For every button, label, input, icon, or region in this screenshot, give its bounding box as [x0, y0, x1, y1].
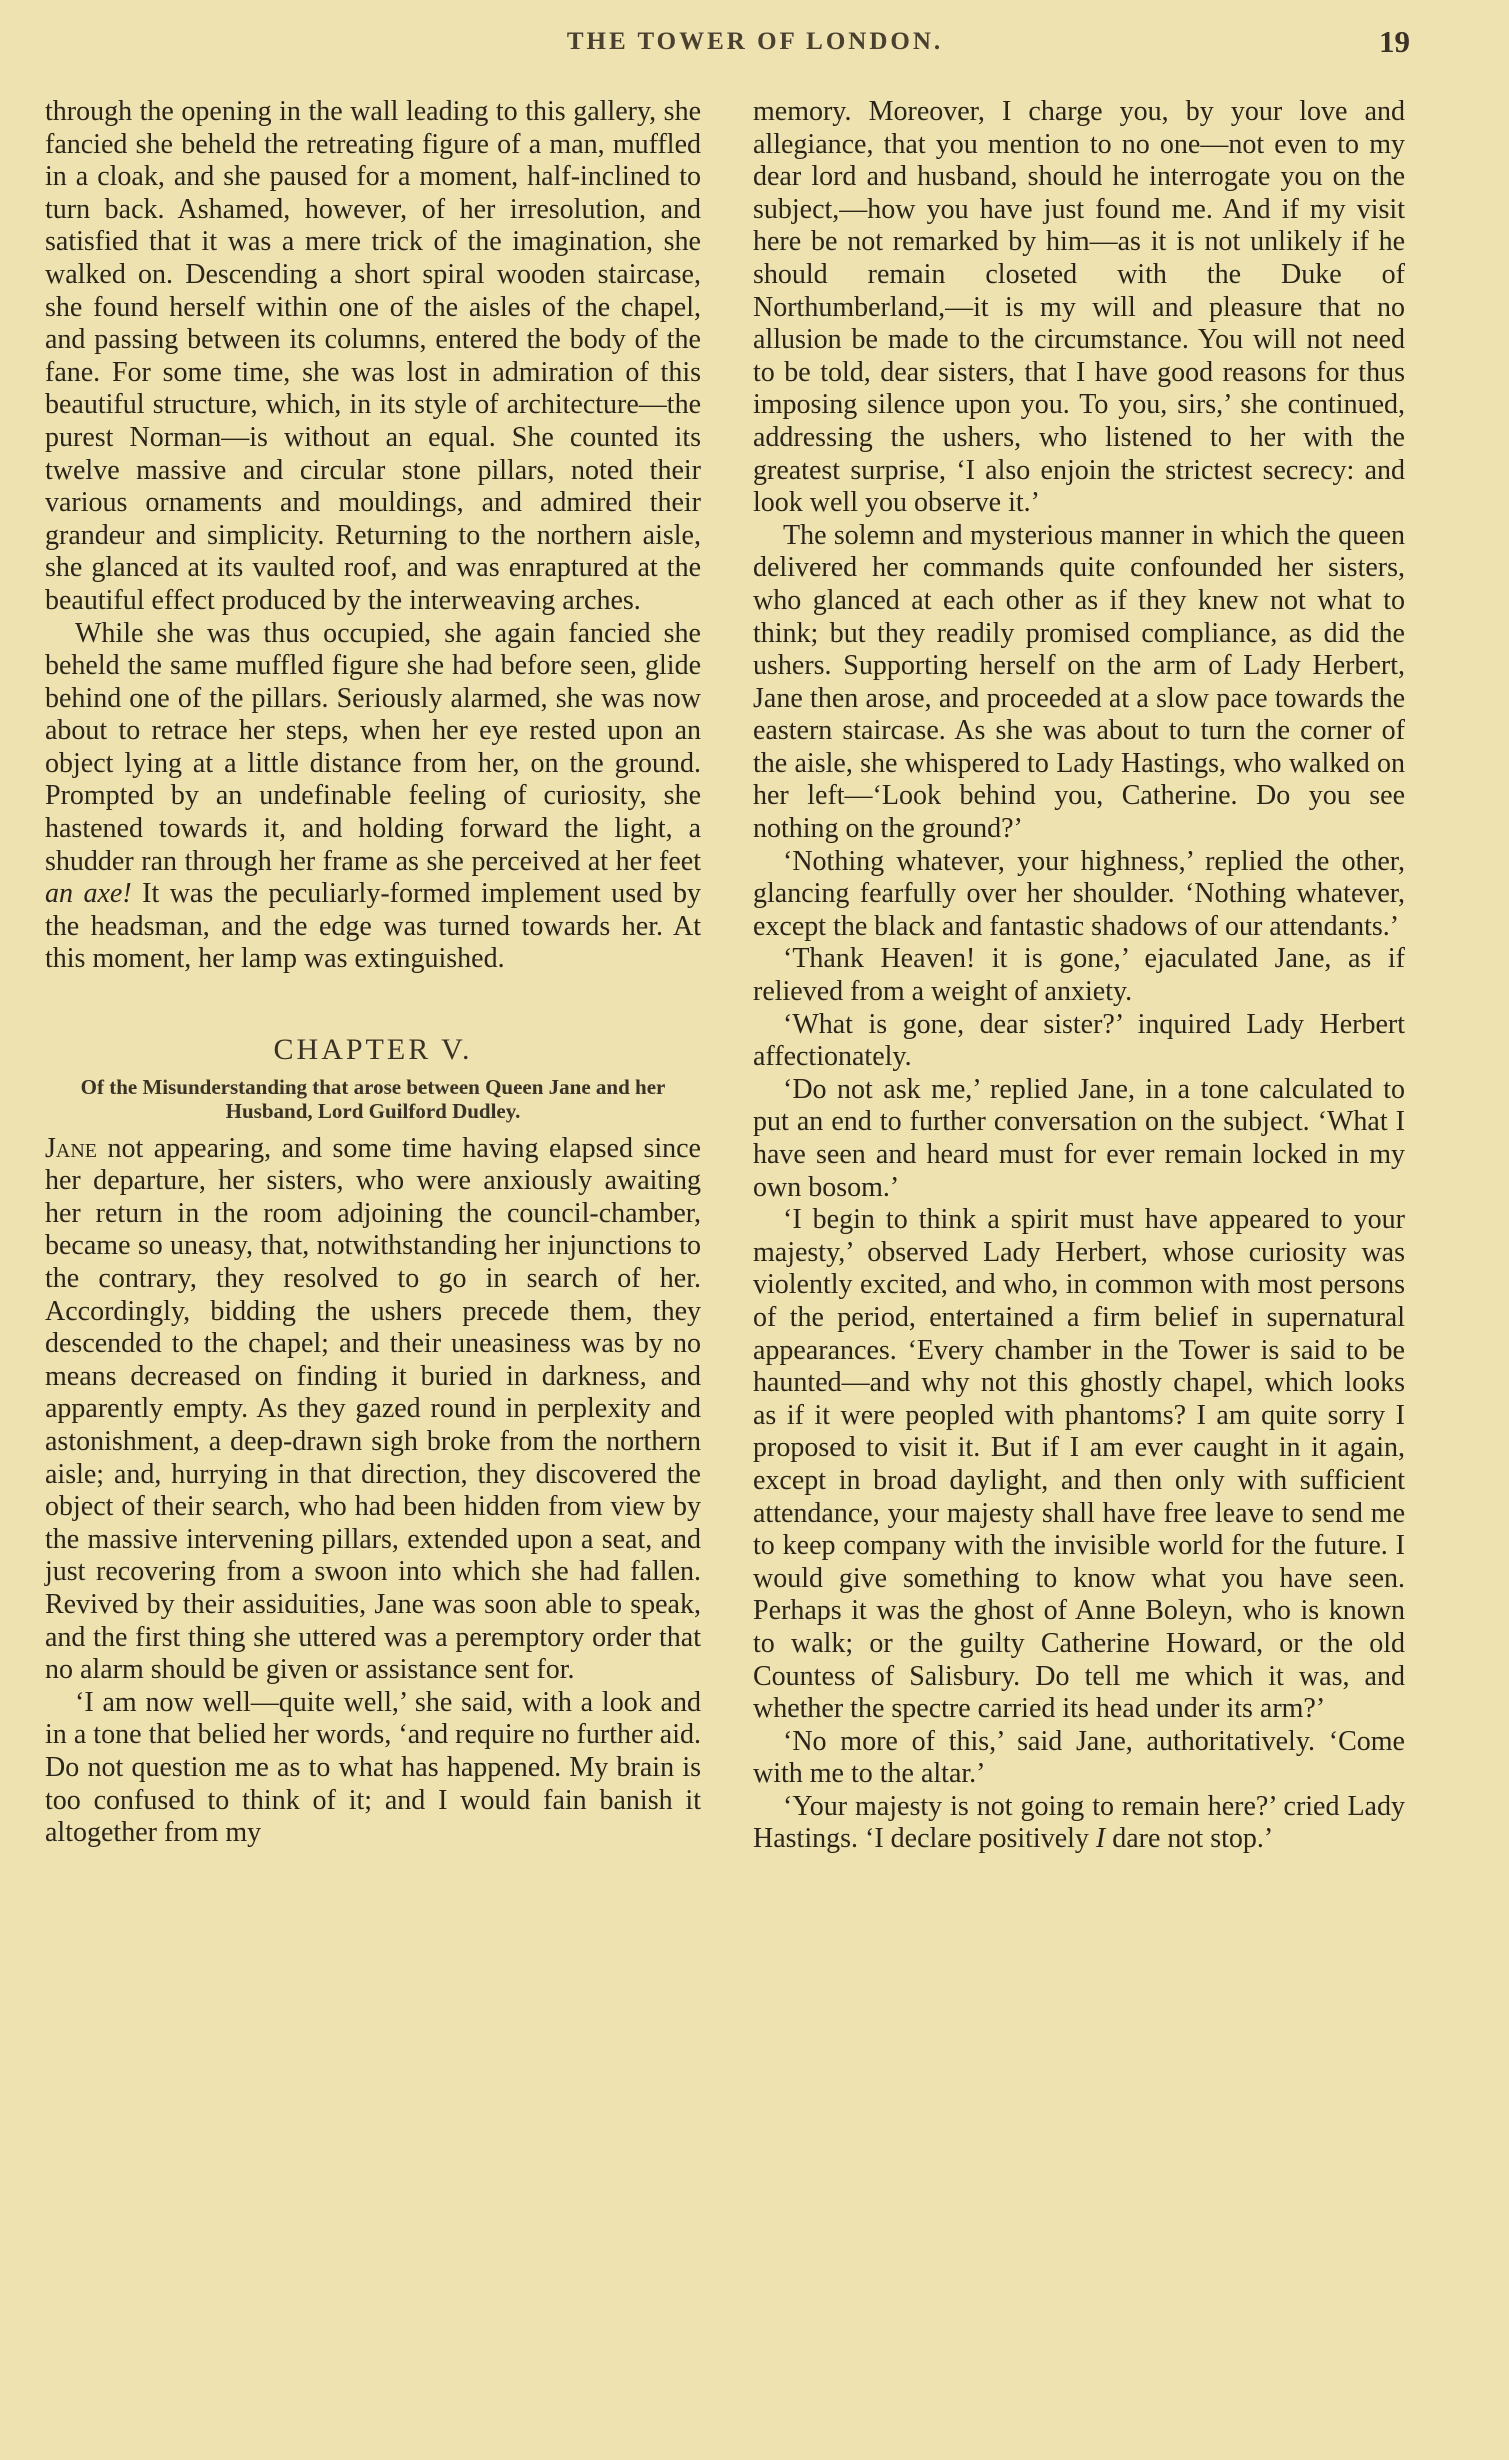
paragraph: ‘I begin to think a spirit must have appeared to your majesty,’ observed Lady Herbert, whose curiosity was violently excited, and who, in common with most persons of the period, entertained a firm belief in supernatural appearances. ‘Every chamber in the Tower is said to be haunted—and why not this ghostly chapel, which looks as if it were peopled with phantoms? I am quite sorry I proposed to visit it. But if I am ever caught in it again, except in broad daylight, and then only with sufficient attendance, your majesty shall have free leave to send me to keep company with the invisible world for the future. I would give something to know what you have seen. Perhaps it was the ghost of Anne Boleyn, who is known to walk; or the guilty Catherine Howard, or the old Countess of Salisbury. Do tell me which it was, and whether the spectre carried its head under its arm?’ [753, 1204, 1405, 1725]
paragraph: memory. Moreover, I charge you, by your love and allegiance, that you mention to no one—not even to my dear lord and husband, should he interrogate you on the subject,—how you have just found me. And if my visit here be not remarked by him—as it is not unlikely if he should remain closeted with the Duke of Northumberland,—it is my will and pleasure that no allusion be made to the circumstance. You will not need to be told, dear sisters, that I have good reasons for thus imposing silence upon you. To you, sirs,’ she continued, addressing the ushers, who listened to her with the greatest surprise, ‘I also enjoin the strictest secrecy: and look well you observe it.’ [753, 96, 1405, 519]
right-column [753, 96, 1405, 1856]
paragraph-text: not appearing, and some time having elapsed since her departure, her sisters, who were anxiously awaiting her return in the room adjoining the council-chamber, became so uneasy, that, notwithstanding her injunctions to the contrary, they resolved to go in search of her. Accordingly, bidding the ushers precede them, they descended to the chapel; and their uneasiness was by no means decreased on finding it buried in darkness, and apparently empty. As they gazed round in perplexity and astonishment, a deep-drawn sigh broke from the northern aisle; and, hurrying in that direction, they discovered the object of their search, who had been hidden from view by the massive intervening pillars, extended upon a seat, and just recovering from a swoon into which she had fallen. Revived by their assiduities, Jane was soon able to speak, and the first thing she uttered was a peremptory order that no alarm should be given or assistance sent for. [45, 1132, 701, 1686]
paragraph: ‘I am now well—quite well,’ she said, with a look and in a tone that belied her words, ‘and require no further aid. Do not question me as to what has happened. My brain is too confused to think of it; and I would fain banish it altogether from my [45, 1686, 701, 1849]
paragraph [45, 618, 701, 977]
paragraph-text: dare not stop.’ [1105, 1823, 1274, 1855]
page-header [40, 22, 1470, 62]
chapter-title: CHAPTER V. [273, 1033, 473, 1067]
paragraph: ‘Nothing whatever, your highness,’ replied the other, glancing fearfully over her shoulder. ‘Nothing whatever, except the black and fantastic shadows of our attendants.’ [753, 845, 1405, 942]
chapter-subtitle: Of the Misunderstanding that arose between Queen Jane and her Husband, Lord Guilford Dudley. [80, 1074, 666, 1123]
paragraph: through the opening in the wall leading to this gallery, she fancied she beheld the retreating figure of a man, muffled in a cloak, and she paused for a moment, half-inclined to turn back. Ashamed, however, of her irresolution, and satisfied that it was a mere trick of the imagination, she walked on. Descending a short spiral wooden staircase, she found herself within one of the aisles of the chapel, and passing between its columns, entered the body of the fane. For some time, she was lost in admiration of this beautiful structure, which, in its style of architecture—the purest Norman—is without an equal. She counted its twelve massive and circular stone pillars, noted their various ornaments and mouldings, and admired their grandeur and simplicity. Returning to the northern aisle, she glanced at its vaulted roof, and was enraptured at the beautiful effect produced by the interweaving arches. [45, 96, 701, 616]
running-title: THE TOWER OF LONDON. [566, 28, 944, 55]
page-number: 19 [1379, 24, 1410, 59]
paragraph-text: It was the peculiarly-formed implement used by the headsman, and the edge was turned towards her. At this moment, her lamp was extinguished. [45, 878, 701, 975]
paragraph: ‘What is gone, dear sister?’ inquired Lady Herbert affectionately. [753, 1008, 1405, 1073]
paragraph: ‘Do not ask me,’ replied Jane, in a tone calculated to put an end to further conversation on the subject. ‘What I have seen and heard must for ever remain locked in my own bosom.’ [753, 1073, 1405, 1203]
paragraph [753, 1791, 1405, 1856]
paragraph: ‘Thank Heaven! it is gone,’ ejaculated Jane, as if relieved from a weight of anxiety. [753, 943, 1405, 1008]
italic-text: I [1095, 1823, 1106, 1855]
paragraph [45, 1133, 701, 1687]
paragraph: The solemn and mysterious manner in which the queen delivered her commands quite confounded her sisters, who glanced at each other as if they knew not what to think; but they readily promised compliance, as did the ushers. Supporting herself on the arm of Lady Herbert, Jane then arose, and proceeded at a slow pace towards the eastern staircase. As she was about to turn the corner of the aisle, she whispered to Lady Hastings, who walked on her left—‘Look behind you, Catherine. Do you see nothing on the ground?’ [753, 519, 1405, 845]
paragraph-text: ‘Your majesty is not going to remain here?’ cried Lady Hastings. ‘I declare positively [753, 1790, 1405, 1855]
paragraph: ‘No more of this,’ said Jane, authoritatively. ‘Come with me to the altar.’ [753, 1725, 1405, 1790]
lead-word: Jane [45, 1132, 97, 1164]
left-column [45, 96, 701, 1850]
italic-text: an axe! [45, 878, 132, 910]
paragraph-text: While she was thus occupied, she again fancied she beheld the same muffled figure she had before seen, glide behind one of the pillars. Seriously alarmed, she was now about to retrace her steps, when her eye rested upon an object lying at a little distance from her, on the ground. Prompted by an undefinable feeling of curiosity, she hastened towards it, and holding forward the light, a shudder ran through her frame as she perceived at her feet [45, 617, 701, 877]
